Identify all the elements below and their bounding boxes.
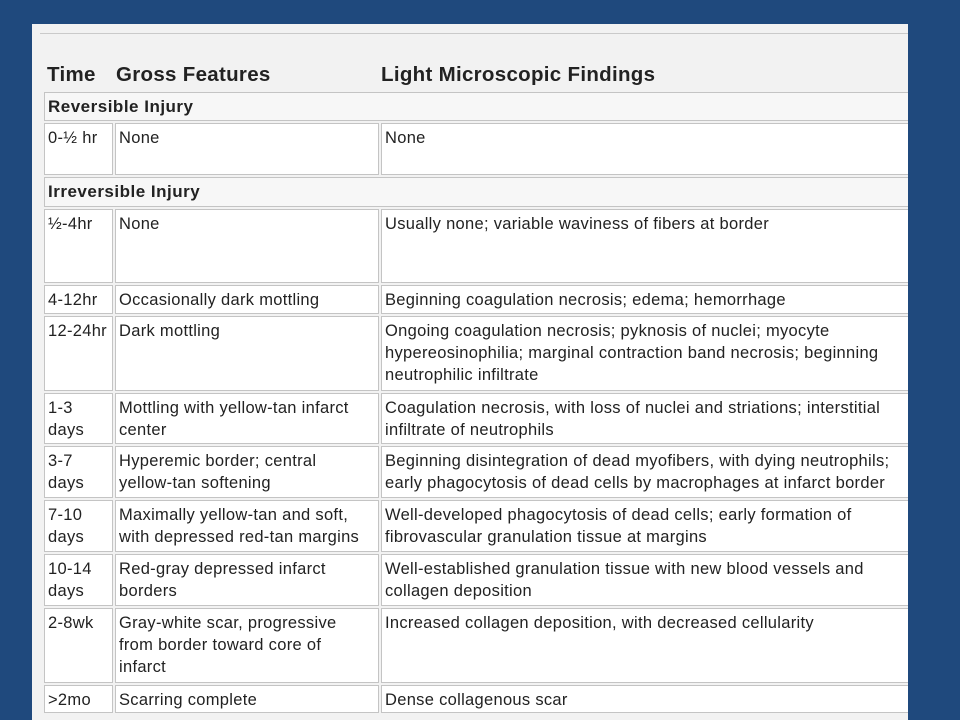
table-row xyxy=(44,393,908,444)
cell-microscopic-findings: Well-developed phagocytosis of dead cells; early formation of fibrovascular granulation tissue at margins xyxy=(381,500,908,552)
cell-gross-features: None xyxy=(115,209,379,283)
cell-microscopic-findings: Usually none; variable waviness of fibers at border xyxy=(381,209,908,283)
table-row xyxy=(44,316,908,391)
infarct-timeline-table xyxy=(44,92,908,715)
table-row xyxy=(44,554,908,606)
cell-microscopic-findings: Dense collagenous scar xyxy=(381,685,908,713)
table-row xyxy=(44,285,908,314)
cell-microscopic-findings: Ongoing coagulation necrosis; pyknosis of nuclei; myocyte hypereosinophilia; marginal contraction band necrosis; beginning neutrophilic infiltrate xyxy=(381,316,908,391)
table-row xyxy=(44,500,908,552)
cell-time: 10-14 days xyxy=(44,554,113,606)
cell-time: ½-4hr xyxy=(44,209,113,283)
cell-time: 12-24hr xyxy=(44,316,113,391)
cell-microscopic-findings: Beginning disintegration of dead myofibers, with dying neutrophils; early phagocytosis of dead cells by macrophages at infarct border xyxy=(381,446,908,498)
table-panel xyxy=(32,24,908,720)
cell-time: 7-10 days xyxy=(44,500,113,552)
cell-gross-features: None xyxy=(115,123,379,175)
section-row-reversible-injury: Reversible Injury xyxy=(44,92,908,121)
cell-gross-features: Gray-white scar, progressive from border toward core of infarct xyxy=(115,608,379,683)
divider xyxy=(40,33,908,34)
cell-gross-features: Red-gray depressed infarct borders xyxy=(115,554,379,606)
cell-microscopic-findings: None xyxy=(381,123,908,175)
cell-gross-features: Occasionally dark mottling xyxy=(115,285,379,314)
header-light-microscopic-findings: Light Microscopic Findings xyxy=(381,63,656,86)
cell-time: 4-12hr xyxy=(44,285,113,314)
cell-microscopic-findings: Well-established granulation tissue with new blood vessels and collagen deposition xyxy=(381,554,908,606)
section-row-irreversible-injury: Irreversible Injury xyxy=(44,177,908,207)
cell-gross-features: Dark mottling xyxy=(115,316,379,391)
cell-time: >2mo xyxy=(44,685,113,713)
cell-time: 3-7 days xyxy=(44,446,113,498)
table-row xyxy=(44,123,908,175)
table-row xyxy=(44,209,908,283)
header-time: Time xyxy=(47,63,96,86)
cell-microscopic-findings: Beginning coagulation necrosis; edema; hemorrhage xyxy=(381,285,908,314)
cell-gross-features: Mottling with yellow-tan infarct center xyxy=(115,393,379,444)
cell-microscopic-findings: Coagulation necrosis, with loss of nuclei and striations; interstitial infiltrate of neutrophils xyxy=(381,393,908,444)
cell-time: 1-3 days xyxy=(44,393,113,444)
cell-time: 2-8wk xyxy=(44,608,113,683)
cell-time: 0-½ hr xyxy=(44,123,113,175)
cell-gross-features: Maximally yellow-tan and soft, with depressed red-tan margins xyxy=(115,500,379,552)
header-gross-features: Gross Features xyxy=(116,63,271,86)
table-row xyxy=(44,685,908,713)
cell-microscopic-findings: Increased collagen deposition, with decreased cellularity xyxy=(381,608,908,683)
cell-gross-features: Scarring complete xyxy=(115,685,379,713)
table-row xyxy=(44,608,908,683)
table-row xyxy=(44,446,908,498)
cell-gross-features: Hyperemic border; central yellow-tan softening xyxy=(115,446,379,498)
